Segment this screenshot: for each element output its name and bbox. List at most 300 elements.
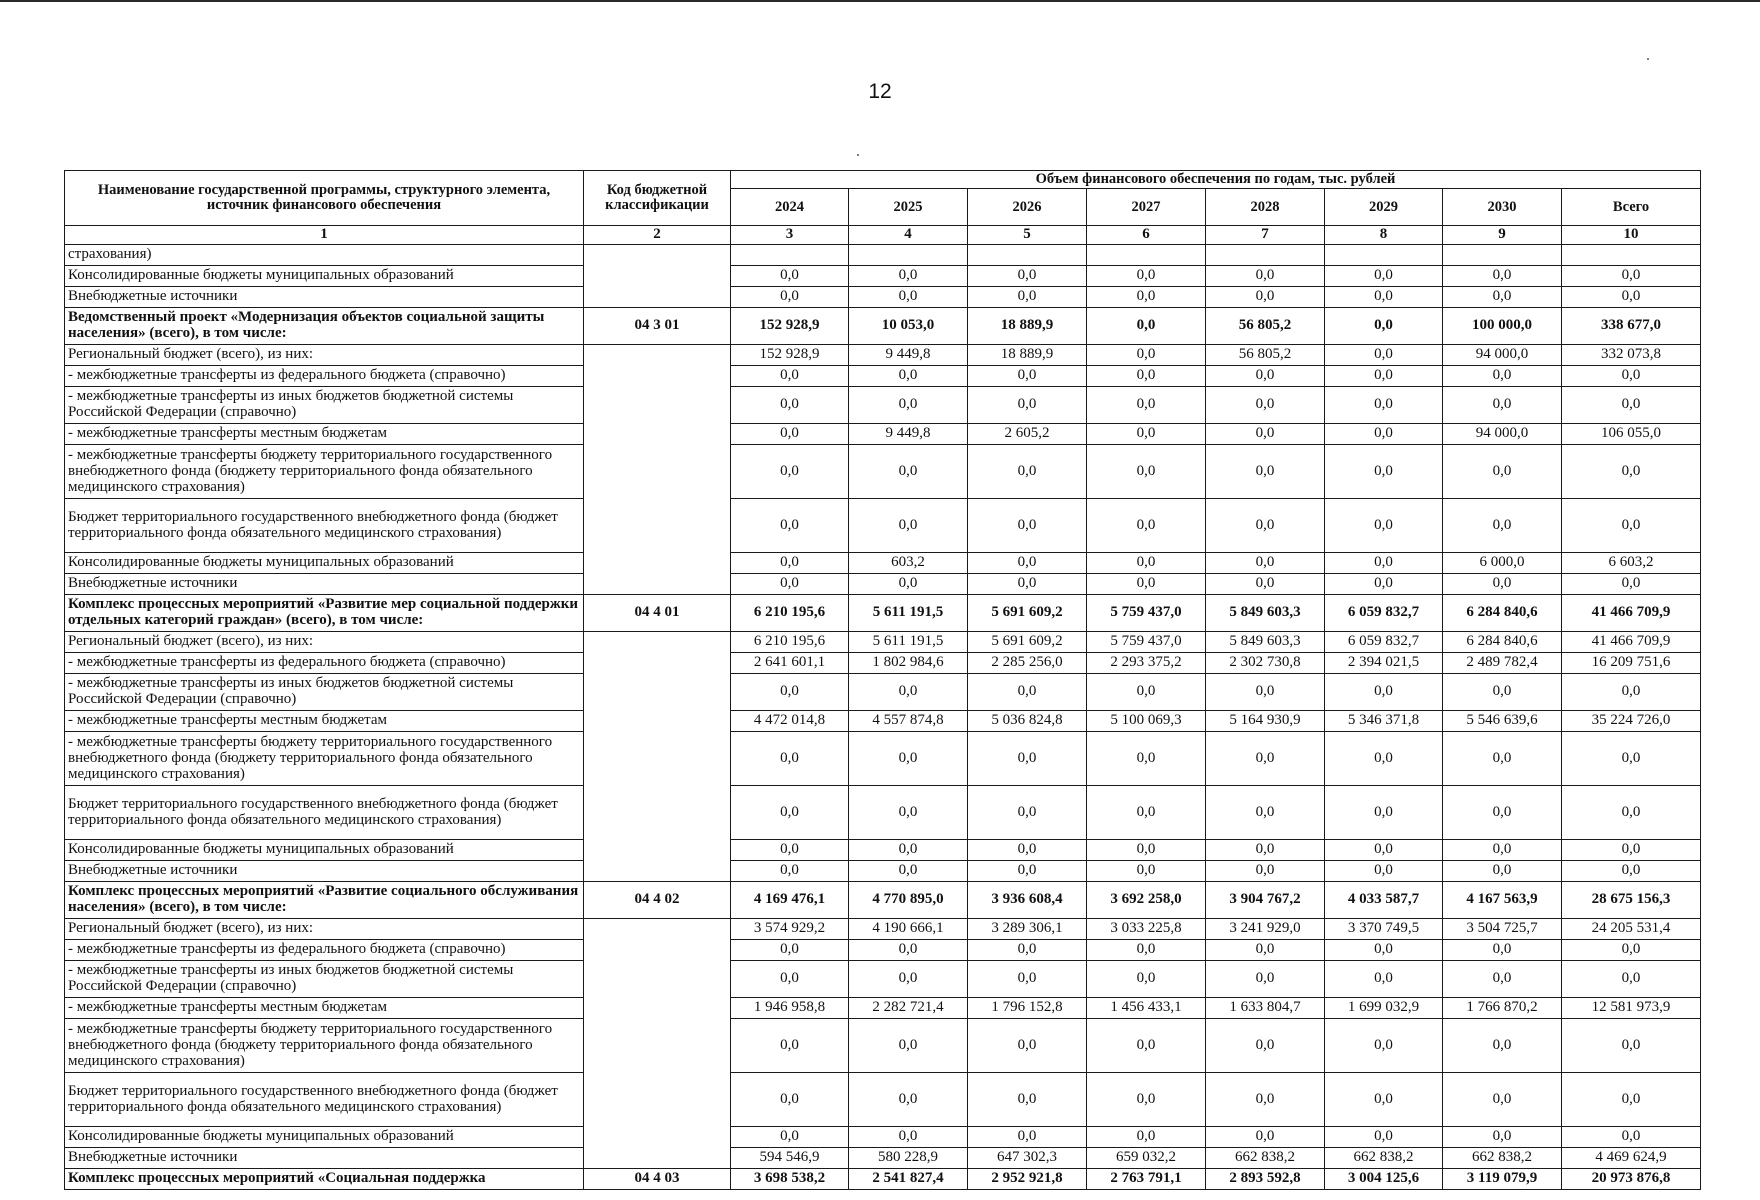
row-value: 0,0 [1325,499,1443,553]
row-value: 0,0 [1443,861,1562,882]
header-year: 2027 [1087,189,1206,226]
row-value: 2 893 592,8 [1206,1169,1325,1190]
row-name: - межбюджетные трансферты бюджету территориального государственного внебюджетного фонда (бюджету территориального фонда обязательного медицинского страхования) [65,445,584,499]
table-row [65,424,1701,445]
table-row [65,861,1701,882]
table-row [65,1019,1701,1073]
row-value: 1 699 032,9 [1325,998,1443,1019]
header-year: 2025 [849,189,968,226]
row-value: 0,0 [1325,786,1443,840]
row-value: 0,0 [1443,287,1562,308]
header-name: Наименование государственной программы, структурного элемента, источник финансового обеспечения [65,171,584,226]
row-value: 0,0 [1443,1019,1562,1073]
column-number: 1 [65,226,584,245]
row-value: 594 546,9 [731,1148,849,1169]
row-value: 0,0 [1206,786,1325,840]
row-value: 28 675 156,3 [1562,882,1701,919]
row-value: 1 802 984,6 [849,653,968,674]
row-value: 0,0 [1206,840,1325,861]
row-value: 0,0 [1562,940,1701,961]
table-row [65,287,1701,308]
row-value: 0,0 [968,861,1087,882]
row-value: 6 284 840,6 [1443,632,1562,653]
row-value: 0,0 [849,387,968,424]
row-value: 0,0 [731,287,849,308]
row-value: 0,0 [1087,499,1206,553]
row-name: - межбюджетные трансферты из федерального бюджета (справочно) [65,653,584,674]
row-value: 3 119 079,9 [1443,1169,1562,1190]
table-body [65,245,1701,1190]
row-value: 4 472 014,8 [731,711,849,732]
row-value: 100 000,0 [1443,308,1562,345]
financing-table [64,170,1701,1190]
row-code [584,245,731,266]
row-value: 0,0 [731,674,849,711]
row-value: 0,0 [1443,840,1562,861]
row-value: 659 032,2 [1087,1148,1206,1169]
row-value: 0,0 [1325,287,1443,308]
row-name: - межбюджетные трансферты бюджету территориального государственного внебюджетного фонда (бюджету территориального фонда обязательного медицинского страхования) [65,732,584,786]
row-value: 0,0 [1087,387,1206,424]
row-code [584,961,731,998]
table-row [65,786,1701,840]
table-row [65,882,1701,919]
row-value: 0,0 [1206,366,1325,387]
row-value: 152 928,9 [731,308,849,345]
row-value: 0,0 [1206,499,1325,553]
row-value: 12 581 973,9 [1562,998,1701,1019]
row-value: 0,0 [1562,366,1701,387]
header-volume: Объем финансового обеспечения по годам, тыс. рублей [731,171,1701,189]
row-value: 0,0 [1087,345,1206,366]
row-value: 0,0 [1206,266,1325,287]
row-value: 0,0 [849,1019,968,1073]
row-value: 0,0 [731,861,849,882]
row-value: 0,0 [968,287,1087,308]
header-year: 2024 [731,189,849,226]
row-code [584,940,731,961]
header-year: 2029 [1325,189,1443,226]
row-value: 18 889,9 [968,308,1087,345]
header-code: Код бюджетной классификации [584,171,731,226]
column-number: 7 [1206,226,1325,245]
row-name: - межбюджетные трансферты бюджету территориального государственного внебюджетного фонда (бюджету территориального фонда обязательного медицинского страхования) [65,1019,584,1073]
row-value: 0,0 [968,674,1087,711]
header-year: Всего [1562,189,1701,226]
row-name: Консолидированные бюджеты муниципальных образований [65,1127,584,1148]
row-value: 35 224 726,0 [1562,711,1701,732]
row-value: 0,0 [1206,1073,1325,1127]
row-value: 0,0 [1325,445,1443,499]
row-value: 5 691 609,2 [968,632,1087,653]
row-value: 0,0 [1325,861,1443,882]
table-row [65,245,1701,266]
row-value: 0,0 [1443,786,1562,840]
row-name: - межбюджетные трансферты из федерального бюджета (справочно) [65,366,584,387]
row-value: 4 469 624,9 [1562,1148,1701,1169]
row-value [1325,245,1443,266]
table-row [65,840,1701,861]
row-value: 0,0 [1206,445,1325,499]
row-code [584,632,731,653]
row-value: 9 449,8 [849,424,968,445]
row-value: 0,0 [1206,940,1325,961]
row-code [584,553,731,574]
row-name: - межбюджетные трансферты из иных бюджетов бюджетной системы Российской Федерации (справочно) [65,674,584,711]
row-value: 0,0 [731,424,849,445]
row-value: 0,0 [731,786,849,840]
row-value: 9 449,8 [849,345,968,366]
row-value: 2 282 721,4 [849,998,968,1019]
row-value: 2 293 375,2 [1087,653,1206,674]
table-row [65,998,1701,1019]
row-value: 0,0 [1443,961,1562,998]
row-code [584,998,731,1019]
row-name: Внебюджетные источники [65,574,584,595]
row-value: 0,0 [1206,732,1325,786]
row-name: Комплекс процессных мероприятий «Социальная поддержка [65,1169,584,1190]
row-value: 0,0 [968,387,1087,424]
header-year: 2028 [1206,189,1325,226]
row-value: 0,0 [1087,287,1206,308]
row-value: 4 169 476,1 [731,882,849,919]
row-value: 0,0 [849,840,968,861]
row-value: 6 059 832,7 [1325,595,1443,632]
row-code [584,287,731,308]
row-value: 0,0 [1206,861,1325,882]
row-value: 1 456 433,1 [1087,998,1206,1019]
row-value: 6 210 195,6 [731,632,849,653]
row-value: 1 946 958,8 [731,998,849,1019]
column-number: 9 [1443,226,1562,245]
table-row [65,711,1701,732]
row-name: Ведомственный проект «Модернизация объектов социальной защиты населения» (всего), в том числе: [65,308,584,345]
row-value: 0,0 [1562,786,1701,840]
row-value: 0,0 [1087,366,1206,387]
top-border-line [0,0,1760,2]
row-value: 0,0 [849,499,968,553]
row-value: 3 904 767,2 [1206,882,1325,919]
row-value: 5 691 609,2 [968,595,1087,632]
row-value: 10 053,0 [849,308,968,345]
row-value: 0,0 [1087,266,1206,287]
row-name: Бюджет территориального государственного внебюджетного фонда (бюджет территориального фонда обязательного медицинского страхования) [65,1073,584,1127]
row-value: 0,0 [968,445,1087,499]
row-value: 6 210 195,6 [731,595,849,632]
row-value: 0,0 [849,961,968,998]
row-value: 3 004 125,6 [1325,1169,1443,1190]
row-value: 0,0 [731,366,849,387]
row-value: 3 370 749,5 [1325,919,1443,940]
row-value: 0,0 [731,1127,849,1148]
row-code [584,653,731,674]
row-value: 1 766 870,2 [1443,998,1562,1019]
row-value: 0,0 [1562,574,1701,595]
row-value: 2 302 730,8 [1206,653,1325,674]
row-value: 662 838,2 [1443,1148,1562,1169]
row-value: 0,0 [1325,840,1443,861]
row-value: 0,0 [731,961,849,998]
row-name: страхования) [65,245,584,266]
row-value: 0,0 [849,445,968,499]
row-value: 0,0 [731,840,849,861]
table-row [65,574,1701,595]
row-value: 0,0 [849,674,968,711]
row-code [584,674,731,711]
row-value: 4 033 587,7 [1325,882,1443,919]
row-value: 0,0 [1206,674,1325,711]
row-value: 0,0 [1443,445,1562,499]
row-value: 0,0 [1325,366,1443,387]
row-value: 0,0 [1087,553,1206,574]
row-value: 0,0 [1206,574,1325,595]
row-name: Комплекс процессных мероприятий «Развитие мер социальной поддержки отдельных категорий граждан» (всего), в том числе: [65,595,584,632]
row-value: 0,0 [1443,940,1562,961]
row-value: 5 611 191,5 [849,595,968,632]
row-value: 0,0 [1562,961,1701,998]
row-value: 0,0 [1562,499,1701,553]
row-name: - межбюджетные трансферты из иных бюджетов бюджетной системы Российской Федерации (справочно) [65,387,584,424]
row-value: 6 284 840,6 [1443,595,1562,632]
table-row [65,345,1701,366]
row-value: 0,0 [1325,574,1443,595]
column-number: 2 [584,226,731,245]
row-value: 41 466 709,9 [1562,595,1701,632]
page-number: 12 [868,80,892,103]
row-code [584,1073,731,1127]
table-row [65,940,1701,961]
row-value: 0,0 [1562,1019,1701,1073]
row-value: 0,0 [1325,266,1443,287]
table-row [65,1148,1701,1169]
row-value: 5 164 930,9 [1206,711,1325,732]
row-value: 5 546 639,6 [1443,711,1562,732]
row-value: 0,0 [1206,553,1325,574]
scan-speck [1647,58,1649,60]
row-value [731,245,849,266]
row-value: 3 241 929,0 [1206,919,1325,940]
row-value: 0,0 [1087,308,1206,345]
row-name: - межбюджетные трансферты местным бюджетам [65,711,584,732]
row-value: 0,0 [1562,1073,1701,1127]
row-value: 94 000,0 [1443,424,1562,445]
row-name: Консолидированные бюджеты муниципальных образований [65,840,584,861]
row-value: 0,0 [1325,674,1443,711]
row-value: 0,0 [731,940,849,961]
row-name: - межбюджетные трансферты местным бюджетам [65,424,584,445]
table-row [65,308,1701,345]
table-row [65,445,1701,499]
row-value: 3 289 306,1 [968,919,1087,940]
row-value: 0,0 [1562,287,1701,308]
row-value: 0,0 [1087,674,1206,711]
column-number: 8 [1325,226,1443,245]
row-value: 0,0 [731,445,849,499]
table-row [65,919,1701,940]
row-value [1443,245,1562,266]
row-name: - межбюджетные трансферты местным бюджетам [65,998,584,1019]
row-value: 0,0 [1087,574,1206,595]
row-code [584,1019,731,1073]
row-value: 0,0 [1562,1127,1701,1148]
row-value: 0,0 [1325,424,1443,445]
column-number: 3 [731,226,849,245]
row-code [584,1148,731,1169]
row-value: 3 692 258,0 [1087,882,1206,919]
row-value: 2 763 791,1 [1087,1169,1206,1190]
row-value: 0,0 [849,574,968,595]
row-value: 2 605,2 [968,424,1087,445]
row-code [584,711,731,732]
row-value: 6 059 832,7 [1325,632,1443,653]
row-value: 1 796 152,8 [968,998,1087,1019]
row-value: 0,0 [849,366,968,387]
row-value: 3 698 538,2 [731,1169,849,1190]
row-value: 0,0 [1206,1019,1325,1073]
row-code [584,919,731,940]
row-value: 0,0 [849,1073,968,1127]
row-value: 0,0 [849,940,968,961]
row-code [584,499,731,553]
column-number: 10 [1562,226,1701,245]
row-value: 0,0 [1206,1127,1325,1148]
table-row [65,653,1701,674]
header-year: 2026 [968,189,1087,226]
row-value: 0,0 [1087,1019,1206,1073]
row-value: 0,0 [849,786,968,840]
row-value: 5 346 371,8 [1325,711,1443,732]
row-value: 0,0 [1443,387,1562,424]
row-value: 94 000,0 [1443,345,1562,366]
row-value: 338 677,0 [1562,308,1701,345]
table-row [65,366,1701,387]
row-value: 3 504 725,7 [1443,919,1562,940]
row-value: 0,0 [731,574,849,595]
row-value: 20 973 876,8 [1562,1169,1701,1190]
row-value: 0,0 [1562,266,1701,287]
row-value: 18 889,9 [968,345,1087,366]
row-value: 56 805,2 [1206,308,1325,345]
row-value: 0,0 [968,940,1087,961]
row-value: 0,0 [1562,674,1701,711]
row-value: 24 205 531,4 [1562,919,1701,940]
row-value: 0,0 [968,961,1087,998]
row-name: Комплекс процессных мероприятий «Развитие социального обслуживания населения» (всего), в том числе: [65,882,584,919]
row-value: 106 055,0 [1562,424,1701,445]
row-value: 0,0 [1443,674,1562,711]
row-value: 0,0 [849,1127,968,1148]
row-value: 2 489 782,4 [1443,653,1562,674]
row-value: 0,0 [1562,387,1701,424]
row-name: Региональный бюджет (всего), из них: [65,632,584,653]
row-value: 4 190 666,1 [849,919,968,940]
row-value: 0,0 [849,266,968,287]
row-code [584,840,731,861]
row-value: 580 228,9 [849,1148,968,1169]
row-value: 0,0 [1562,732,1701,786]
row-value: 5 036 824,8 [968,711,1087,732]
row-value: 6 603,2 [1562,553,1701,574]
row-code: 04 4 02 [584,882,731,919]
row-value: 0,0 [1206,961,1325,998]
table-row [65,1169,1701,1190]
row-value: 5 100 069,3 [1087,711,1206,732]
row-value: 0,0 [1443,732,1562,786]
column-numbers-row [65,226,1701,245]
row-value: 0,0 [968,499,1087,553]
column-number: 4 [849,226,968,245]
row-name: Консолидированные бюджеты муниципальных образований [65,266,584,287]
table-row [65,674,1701,711]
row-name: Консолидированные бюджеты муниципальных образований [65,553,584,574]
scan-speck [857,154,859,156]
row-value: 56 805,2 [1206,345,1325,366]
row-value: 0,0 [731,1073,849,1127]
row-value: 0,0 [731,732,849,786]
column-number: 5 [968,226,1087,245]
row-value: 0,0 [1443,1073,1562,1127]
row-value: 3 574 929,2 [731,919,849,940]
row-value: 1 633 804,7 [1206,998,1325,1019]
row-value: 0,0 [968,732,1087,786]
row-code [584,266,731,287]
row-value: 603,2 [849,553,968,574]
row-value: 4 557 874,8 [849,711,968,732]
row-code: 04 3 01 [584,308,731,345]
table-row [65,1073,1701,1127]
row-code: 04 4 01 [584,595,731,632]
row-value: 0,0 [1087,961,1206,998]
header-year: 2030 [1443,189,1562,226]
table-row [65,595,1701,632]
row-value: 4 167 563,9 [1443,882,1562,919]
row-value: 0,0 [731,1019,849,1073]
row-value: 5 611 191,5 [849,632,968,653]
row-code [584,366,731,387]
row-value: 0,0 [1206,287,1325,308]
row-value: 0,0 [1443,266,1562,287]
row-code [584,345,731,366]
row-value: 2 641 601,1 [731,653,849,674]
column-number: 6 [1087,226,1206,245]
row-value: 0,0 [731,387,849,424]
row-name: Внебюджетные источники [65,1148,584,1169]
table-row [65,1127,1701,1148]
row-code [584,732,731,786]
row-value: 3 936 608,4 [968,882,1087,919]
row-value: 0,0 [1325,1127,1443,1148]
row-code [584,1127,731,1148]
row-value: 0,0 [1087,940,1206,961]
row-value: 0,0 [731,266,849,287]
table-row [65,553,1701,574]
row-value [968,245,1087,266]
row-value: 0,0 [1325,940,1443,961]
row-value [849,245,968,266]
row-value: 0,0 [731,499,849,553]
row-value: 0,0 [1206,387,1325,424]
row-value [1562,245,1701,266]
row-value: 2 285 256,0 [968,653,1087,674]
row-value: 2 541 827,4 [849,1169,968,1190]
row-value: 0,0 [731,553,849,574]
row-code [584,861,731,882]
row-code [584,574,731,595]
row-name: - межбюджетные трансферты из иных бюджетов бюджетной системы Российской Федерации (справочно) [65,961,584,998]
row-value: 0,0 [849,861,968,882]
row-value: 0,0 [1087,732,1206,786]
row-value: 0,0 [849,732,968,786]
